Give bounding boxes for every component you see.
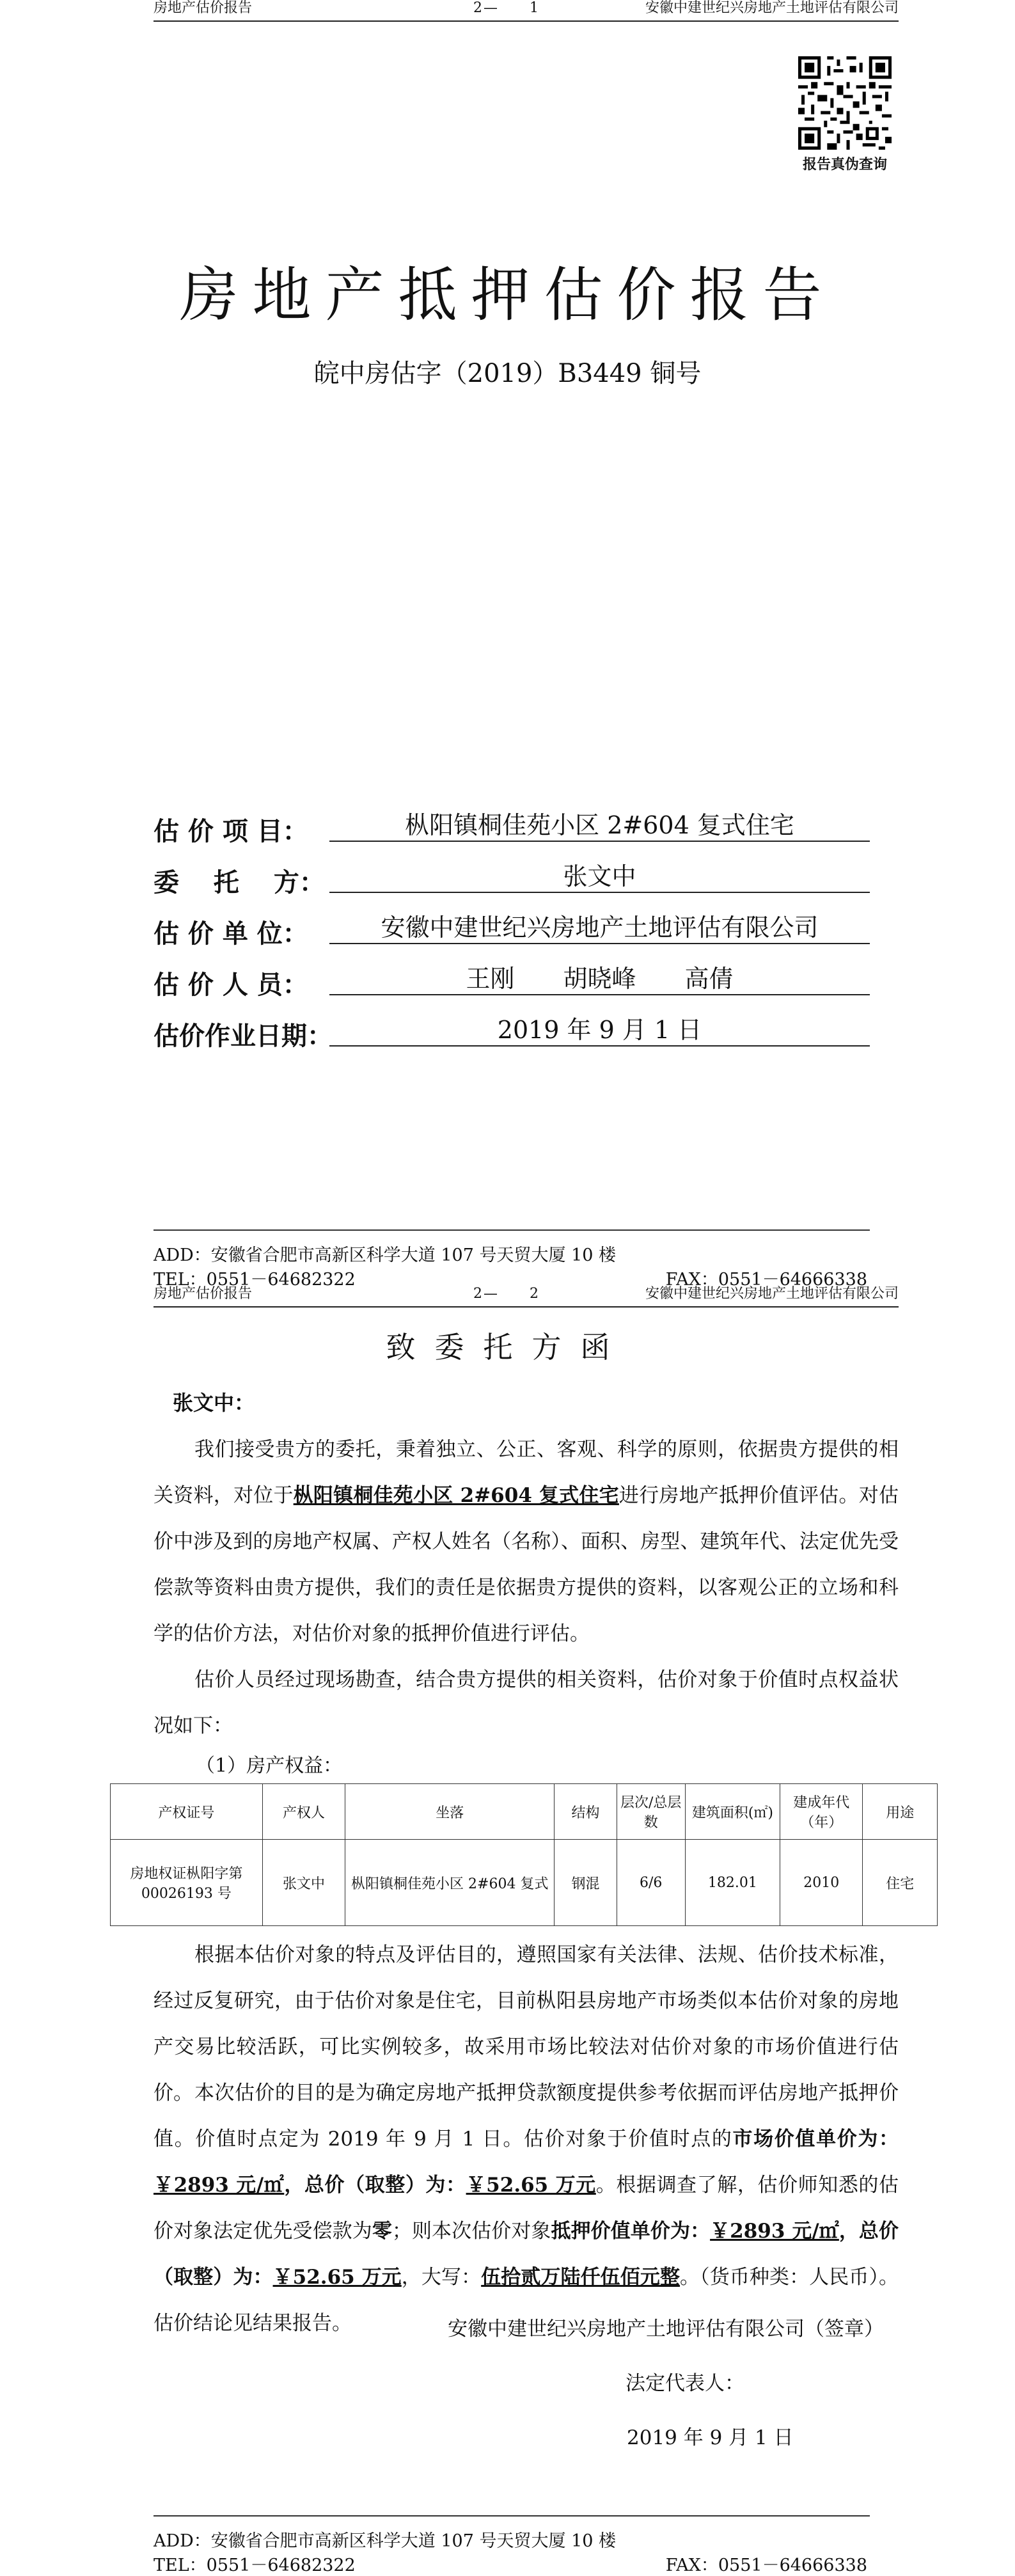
field-value: 2019 年 9 月 1 日 bbox=[329, 1015, 870, 1047]
table-header-row bbox=[111, 1784, 938, 1840]
footer-fax: FAX：0551－64666338 bbox=[665, 2556, 867, 2575]
paragraph-engagement: 我们接受贵方的委托，秉着独立、公正、客观、科学的原则，依据贵方提供的相关资料，对位于枞阳镇桐佳苑小区 2#604 复式住宅进行房地产抵押价值评估。对估价中涉及到的房地产权属、产权人姓名（名称）、面积、房型、建筑年代、法定优先受偿款等资料由贵方提供，我们的责任是依据贵方提供的资料，以客观公正的立场和科学的估价方法，对估价对象的抵押价值进行评估。 bbox=[153, 1438, 899, 1645]
table-header: 层次/总层数 bbox=[617, 1784, 685, 1840]
table-header: 用途 bbox=[863, 1784, 938, 1840]
table-header: 产权人 bbox=[262, 1784, 345, 1840]
subheading-property-rights: （1）房产权益： bbox=[196, 1755, 343, 1777]
table-header: 结构 bbox=[555, 1784, 617, 1840]
footer-divider bbox=[153, 2515, 870, 2517]
property-rights-table bbox=[110, 1783, 938, 1926]
table-row bbox=[111, 1840, 938, 1926]
field-label: 估 价 项 目： bbox=[153, 816, 308, 846]
header-left: 房地产估价报告 bbox=[153, 1286, 253, 1302]
mortgage-total-price: ￥52.65 万元 bbox=[272, 2266, 402, 2289]
table-cell: 张文中 bbox=[262, 1840, 345, 1926]
qr-caption: 报告真伪查询 bbox=[802, 156, 887, 173]
paragraph-method: 根据本估价对象的特点及评估目的，遵照国家有关法律、法规、估价技术标准，经过反复研究，由于估价对象是住宅，目前枞阳县房地产市场类似本估价对象的房地产交易比较活跃，可比实例较多，故采用市场比较法对估价对象的市场价值进行估价。 bbox=[153, 1943, 899, 2105]
field-value: 安徽中建世纪兴房地产土地评估有限公司 bbox=[329, 912, 870, 944]
paragraph-inspection: 估价人员经过现场勘查，结合贵方提供的相关资料，估价对象于价值时点权益状况如下： bbox=[153, 1668, 899, 1737]
header-company: 安徽中建世纪兴房地产土地评估有限公司 bbox=[645, 1286, 899, 1302]
mortgage-unit-price: ￥2893 元/㎡ bbox=[710, 2220, 839, 2243]
property-address: 枞阳镇桐佳苑小区 2#604 复式住宅 bbox=[293, 1484, 619, 1507]
market-total-price: ￥52.65 万元 bbox=[466, 2174, 596, 2197]
field-work-date bbox=[153, 1012, 870, 1050]
signature-company: 安徽中建世纪兴房地产土地评估有限公司（签章） bbox=[448, 2318, 884, 2341]
footer-fax: FAX：0551－64666338 bbox=[665, 1270, 867, 1290]
signature-date: 2019 年 9 月 1 日 bbox=[627, 2426, 794, 2449]
field-valuation-unit bbox=[153, 910, 870, 948]
footer-divider bbox=[153, 1229, 870, 1231]
paragraph-conclusion: 本次估价的目的是为确定房地产抵押贷款额度提供参考依据而评估房地产抵押价值。价值时点定为 2019 年 9 月 1 日。估价对象于价值时点的市场价值单价为：￥2893 元/㎡，总价（取整）为：￥52.65 万元。根据调查了解，估价师知悉的估价对象法定优先受偿款为零；则本次估价对象抵押价值单价为：￥2893 元/㎡，总价（取整）为：￥52.65 万元，大写：伍拾贰万陆仟伍佰元整。（货币种类：人民币）。估价结论见结果报告。 bbox=[153, 2082, 899, 2335]
field-value: 枞阳镇桐佳苑小区 2#604 复式住宅 bbox=[329, 810, 870, 842]
field-label: 估 价 单 位： bbox=[153, 919, 308, 949]
table-cell: 住宅 bbox=[863, 1840, 938, 1926]
table-header: 建成年代（年） bbox=[780, 1784, 863, 1840]
table-cell: 枞阳镇桐佳苑小区 2#604 复式 bbox=[345, 1840, 555, 1926]
field-valuation-project bbox=[153, 807, 870, 846]
table-cell: 182.01 bbox=[685, 1840, 780, 1926]
table-header: 建筑面积(㎡) bbox=[685, 1784, 780, 1840]
report-title: 房地产抵押估价报告 bbox=[179, 261, 836, 329]
salutation: 张文中： bbox=[173, 1391, 255, 1415]
letter-to-client-page bbox=[0, 1286, 1015, 2575]
document-number: 皖中房估字（2019）B3449 铜号 bbox=[313, 359, 702, 388]
page-header bbox=[153, 1286, 899, 1308]
header-page-number: 2— 1 bbox=[473, 0, 540, 16]
table-header: 坐落 bbox=[345, 1784, 555, 1840]
footer-address: ADD：安徽省合肥市高新区科学大道 107 号天贸大厦 10 楼 bbox=[153, 2531, 617, 2551]
field-label: 估 价 人 员： bbox=[153, 970, 308, 1000]
field-label: 委 托 方： bbox=[153, 867, 325, 897]
signature-representative: 法定代表人： bbox=[626, 2372, 744, 2395]
field-label: 估价作业日期： bbox=[153, 1021, 333, 1051]
field-valuers bbox=[153, 961, 870, 999]
footer-address: ADD：安徽省合肥市高新区科学大道 107 号天贸大厦 10 楼 bbox=[153, 1245, 617, 1265]
footer-tel: TEL：0551－64682322 bbox=[153, 1270, 356, 1290]
field-client bbox=[153, 858, 870, 897]
footer-tel: TEL：0551－64682322 bbox=[153, 2556, 356, 2575]
field-value: 张文中 bbox=[329, 861, 870, 893]
page-header bbox=[153, 0, 899, 22]
amount-in-words: 伍拾贰万陆仟伍佰元整 bbox=[481, 2266, 681, 2289]
table-cell: 房地权证枞阳字第 00026193 号 bbox=[111, 1840, 263, 1926]
header-left: 房地产估价报告 bbox=[153, 0, 253, 16]
header-company: 安徽中建世纪兴房地产土地评估有限公司 bbox=[645, 0, 899, 16]
market-unit-price: ￥2893 元/㎡ bbox=[153, 2174, 285, 2197]
table-header: 产权证号 bbox=[111, 1784, 263, 1840]
header-page-number: 2— 2 bbox=[473, 1286, 540, 1302]
table-cell: 6/6 bbox=[617, 1840, 685, 1926]
field-value: 王刚 胡晓峰 高倩 bbox=[329, 963, 870, 995]
table-cell: 2010 bbox=[780, 1840, 863, 1926]
qr-code-icon[interactable] bbox=[798, 56, 892, 150]
table-cell: 钢混 bbox=[555, 1840, 617, 1926]
letter-title: 致委托方函 bbox=[386, 1330, 629, 1364]
